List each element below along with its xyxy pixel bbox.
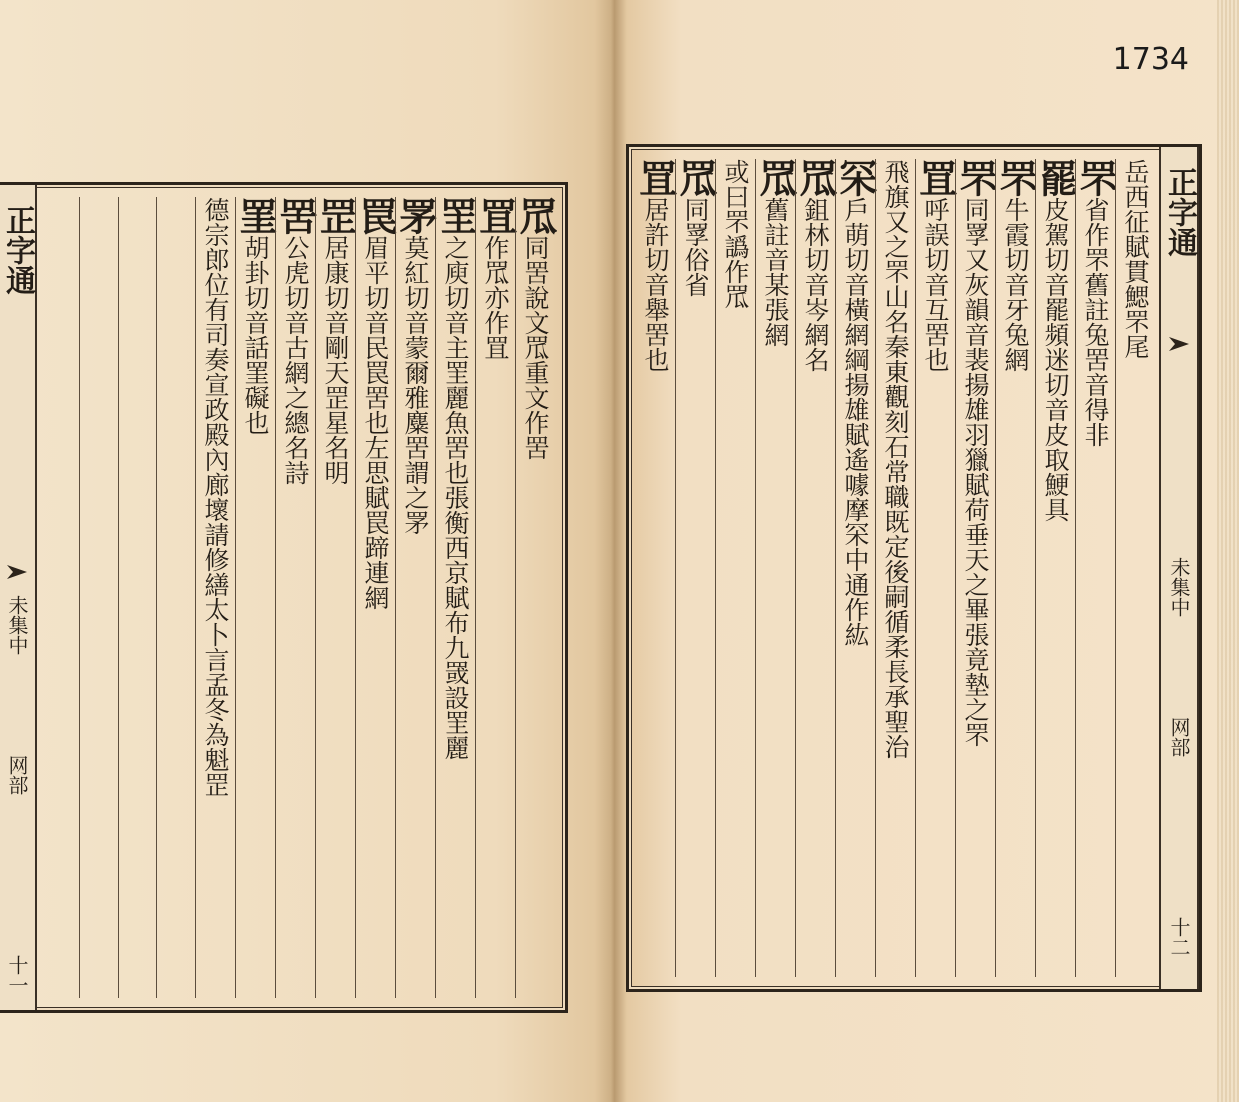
entry-text: 岳西征賦貫鰓罘尾: [1121, 159, 1150, 359]
headword: 罘: [993, 159, 1037, 197]
text-column: [835, 159, 875, 977]
text-column: [195, 197, 235, 998]
text-column: [795, 159, 835, 977]
headword: 罟: [273, 197, 317, 235]
text-column: [675, 159, 715, 977]
headword: 罛: [513, 197, 557, 235]
headword: 罛: [673, 159, 717, 197]
text-column: [395, 197, 435, 998]
right-page-margin: [1159, 147, 1199, 989]
entry-text: 胡卦切音話罣礙也: [241, 235, 270, 435]
text-column: [156, 197, 195, 998]
text-column: [1075, 159, 1115, 977]
left-margin-volume: 未集中: [5, 595, 29, 655]
headword: 罛: [753, 159, 797, 197]
entry-text: 牛霞切音牙兔網: [1001, 197, 1030, 372]
entry-text: 省作罘舊註兔罟音得非: [1081, 197, 1110, 447]
text-column: [715, 159, 755, 977]
entry-text: 作罛亦作罝: [481, 235, 510, 360]
right-margin-radical: 网部: [1167, 717, 1191, 757]
text-column: [315, 197, 355, 998]
right-page-columns: [633, 159, 1155, 977]
headword: 罡: [313, 197, 357, 235]
text-column: [235, 197, 275, 998]
entry-text: 飛旗又之罘山名秦東觀刻石常職既定後嗣循柔長承聖治: [881, 159, 910, 759]
entry-text: 德宗郎位有司奏宣政殿內廊壞請修繕太卜言孟冬為魁罡: [201, 197, 230, 797]
entry-text: 眉平切音民罠罟也左思賦罠蹄連網: [361, 235, 390, 610]
text-column: [435, 197, 475, 998]
right-margin-page: 十二: [1167, 917, 1191, 957]
entry-text: 公虎切音古網之總名詩: [281, 235, 310, 485]
left-page-frame: [0, 182, 568, 1013]
entry-text: 同罦又灰韻音裴揚雄羽獵賦荷垂天之畢張竟墊之罘: [961, 197, 990, 747]
headword: 罝: [473, 197, 517, 235]
headword: 罜: [433, 197, 477, 235]
text-column: [995, 159, 1035, 977]
text-column: [475, 197, 515, 998]
text-column: [915, 159, 955, 977]
page-number-watermark: 1734: [1112, 42, 1189, 77]
headword: 罝: [913, 159, 957, 197]
entry-text: 莫紅切音蒙爾雅麋罟謂之罞: [401, 235, 430, 535]
headword: 罠: [353, 197, 397, 235]
entry-text: 居許切音舉罟也: [641, 197, 670, 372]
right-page-frame: [626, 144, 1202, 992]
text-column: [118, 197, 157, 998]
headword: 罙: [833, 159, 877, 197]
left-page-margin: [0, 185, 37, 1010]
headword: 罝: [633, 159, 677, 197]
right-margin-volume: 未集中: [1167, 557, 1191, 617]
entry-text: 舊註音某張網: [761, 197, 790, 347]
text-column: [755, 159, 795, 977]
fish-tail-mark-icon: [7, 565, 27, 579]
headword: 罷: [1033, 159, 1077, 197]
text-column: [275, 197, 315, 998]
entry-text: 之庾切音主罜麗魚罟也張衡西京賦布九罭設罜麗: [441, 235, 470, 760]
left-margin-page: 十一: [5, 955, 29, 995]
entry-text: 同罦俗省: [681, 197, 710, 297]
headword: 罛: [793, 159, 837, 197]
entry-text: 或曰罘譌作罛: [721, 159, 750, 309]
text-column: [355, 197, 395, 998]
text-column: [1035, 159, 1075, 977]
text-column: [41, 197, 79, 998]
text-column: [515, 197, 555, 998]
entry-text: 鉏林切音岑網名: [801, 197, 830, 372]
text-column: [633, 159, 677, 977]
entry-text: 皮駕切音罷頻迷切音皮取鯁具: [1041, 197, 1070, 522]
entry-text: 戶萌切音橫網綱揚雄賦遙噱摩罙中通作紘: [841, 197, 870, 647]
text-column: [79, 197, 118, 998]
headword: 罘: [953, 159, 997, 197]
text-column: [1115, 159, 1155, 977]
text-column: [875, 159, 915, 977]
headword: 罣: [233, 197, 277, 235]
headword: 罘: [1073, 159, 1117, 197]
left-margin-radical: 网部: [5, 755, 29, 795]
entry-text: 居康切音剛天罡星名明: [321, 235, 350, 485]
entry-text: 同罟說文罛重文作罟: [521, 235, 550, 460]
fish-tail-mark-icon: [1169, 337, 1189, 351]
headword: 罞: [393, 197, 437, 235]
entry-text: 呼誤切音互罟也: [921, 197, 950, 372]
left-margin-title: 正字通: [0, 205, 35, 295]
left-page-columns: [41, 197, 555, 998]
page-edge: [1217, 0, 1239, 1102]
text-column: [955, 159, 995, 977]
right-margin-title: 正字通: [1162, 167, 1197, 257]
